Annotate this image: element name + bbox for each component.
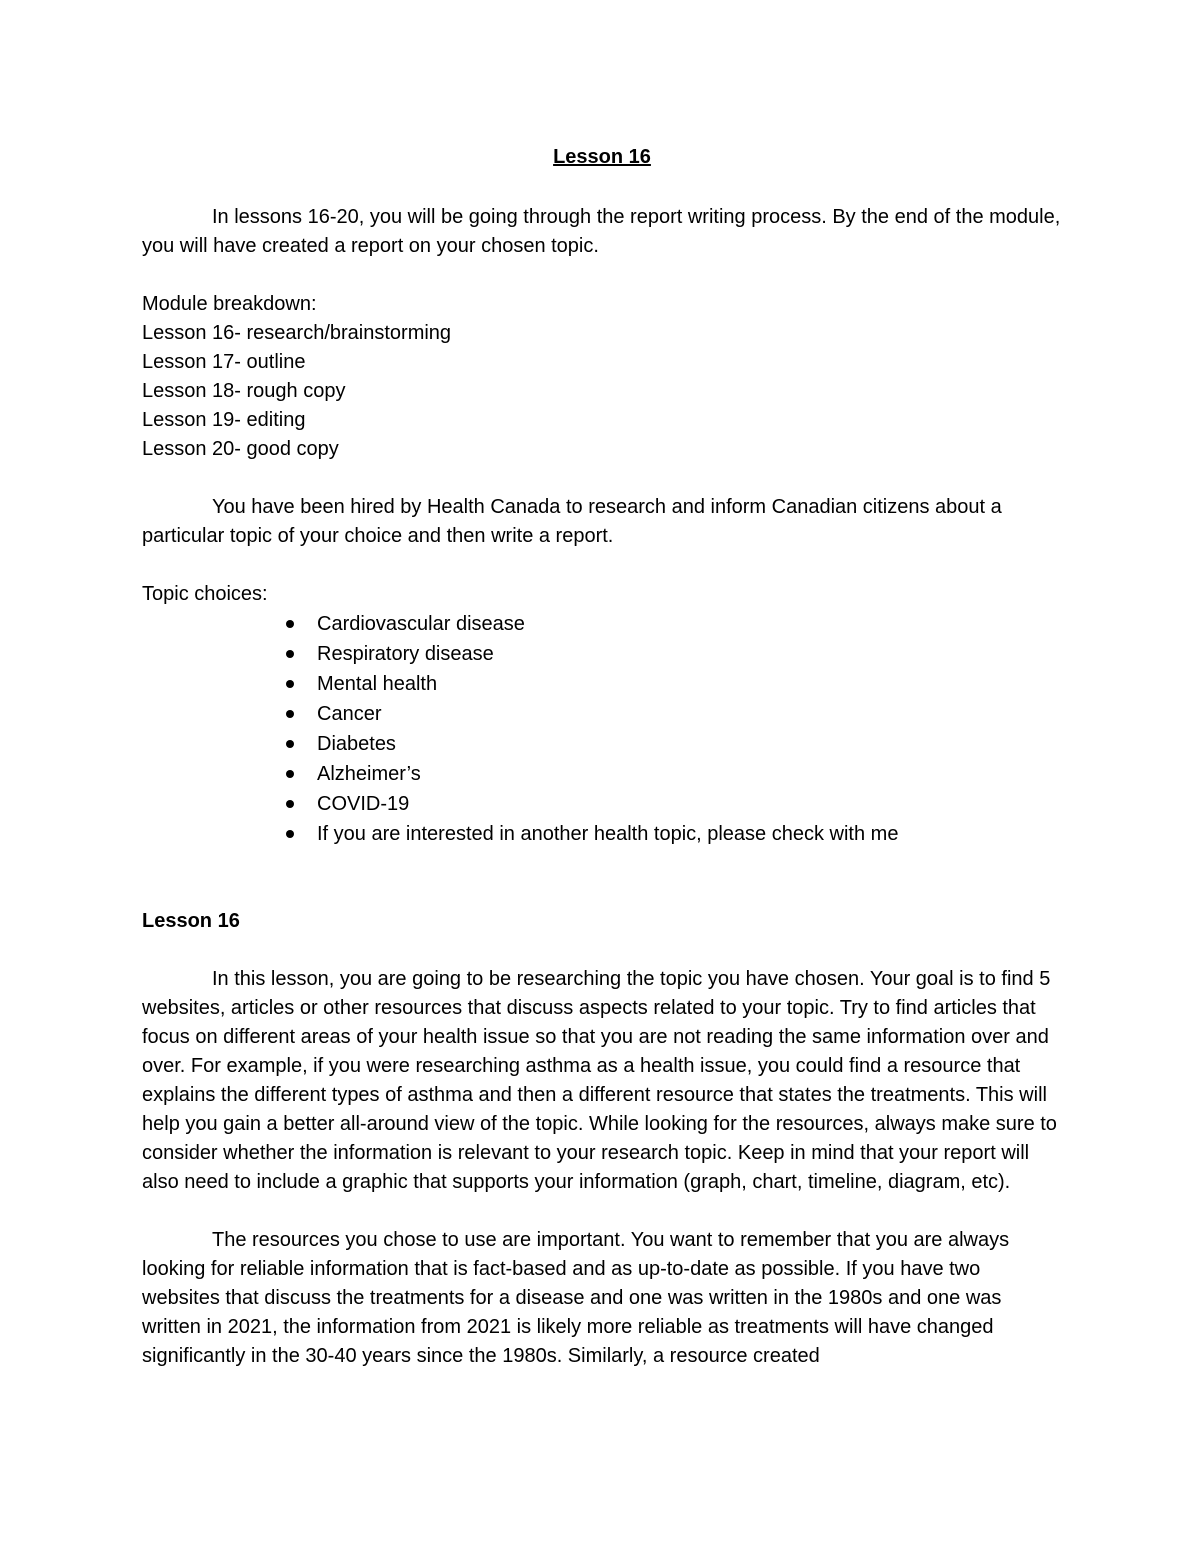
module-item: Lesson 19- editing bbox=[142, 409, 306, 431]
module-breakdown-list bbox=[142, 319, 1062, 464]
topic-item bbox=[317, 699, 1062, 729]
module-item: Lesson 17- outline bbox=[142, 351, 306, 373]
topic-item bbox=[317, 789, 1062, 819]
spacer bbox=[142, 464, 1062, 493]
topic-label: Cardiovascular disease bbox=[317, 613, 525, 635]
assignment-paragraph: You have been hired by Health Canada to research and inform Canadian citizens about a particular topic of your choice and then write a report. bbox=[142, 496, 1002, 547]
topic-label: Mental health bbox=[317, 673, 438, 695]
spacer bbox=[142, 261, 1062, 290]
bullet-icon bbox=[286, 740, 294, 748]
topic-label: If you are interested in another health topic, please check with me bbox=[317, 823, 899, 845]
document-page bbox=[142, 140, 1062, 1371]
topic-item bbox=[317, 609, 1062, 639]
spacer bbox=[142, 551, 1062, 580]
module-item: Lesson 16- research/brainstorming bbox=[142, 322, 452, 344]
module-item: Lesson 18- rough copy bbox=[142, 380, 346, 402]
spacer bbox=[142, 1197, 1062, 1226]
document-title: Lesson 16 bbox=[553, 146, 651, 168]
intro-paragraph: In lessons 16-20, you will be going through the report writing process. By the end of the module, you will have created a report on your chosen topic. bbox=[142, 206, 1061, 257]
topic-label: Cancer bbox=[317, 703, 382, 725]
topic-item bbox=[317, 729, 1062, 759]
spacer bbox=[142, 936, 1062, 965]
topic-label: COVID-19 bbox=[317, 793, 410, 815]
bullet-icon bbox=[286, 800, 294, 808]
bullet-icon bbox=[286, 650, 294, 658]
research-paragraph: In this lesson, you are going to be researching the topic you have chosen. Your goal is to find 5 websites, articles or other resources that discuss aspects related to your topic. Try to find articles that focus on different areas of your health issue so that you are not reading the same information over and over. For example, if you were researching asthma as a health issue, you could find a resource that explains the different types of asthma and then a different resource that states the treatments. This will help you gain a better all-around view of the topic. While looking for the resources, always make sure to consider whether the information is relevant to your research topic. Keep in mind that your report will also need to include a graphic that supports your information (graph, chart, timeline, diagram, etc). bbox=[142, 968, 1057, 1193]
bullet-icon bbox=[286, 710, 294, 718]
section-heading: Lesson 16 bbox=[142, 910, 240, 932]
bullet-icon bbox=[286, 830, 294, 838]
topic-label: Respiratory disease bbox=[317, 643, 494, 665]
module-item: Lesson 20- good copy bbox=[142, 438, 339, 460]
resources-paragraph: The resources you chose to use are important. You want to remember that you are always looking for reliable information that is fact-based and as up-to-date as possible. If you have two websites that discuss the treatments for a disease and one was written in the 1980s and one was written in 2021, the information from 2021 is likely more reliable as treatments will have changed significantly in the 30-40 years since the 1980s. Similarly, a resource created bbox=[142, 1229, 1010, 1367]
topic-choices-label: Topic choices: bbox=[142, 583, 268, 605]
spacer bbox=[142, 849, 1062, 907]
bullet-icon bbox=[286, 680, 294, 688]
module-breakdown-label: Module breakdown: bbox=[142, 293, 317, 315]
topic-item bbox=[317, 759, 1062, 789]
topic-choices-list bbox=[142, 609, 1062, 849]
topic-item bbox=[317, 639, 1062, 669]
topic-item bbox=[317, 819, 1062, 849]
topic-item bbox=[317, 669, 1062, 699]
bullet-icon bbox=[286, 620, 294, 628]
topic-label: Diabetes bbox=[317, 733, 396, 755]
bullet-icon bbox=[286, 770, 294, 778]
topic-label: Alzheimer’s bbox=[317, 763, 421, 785]
